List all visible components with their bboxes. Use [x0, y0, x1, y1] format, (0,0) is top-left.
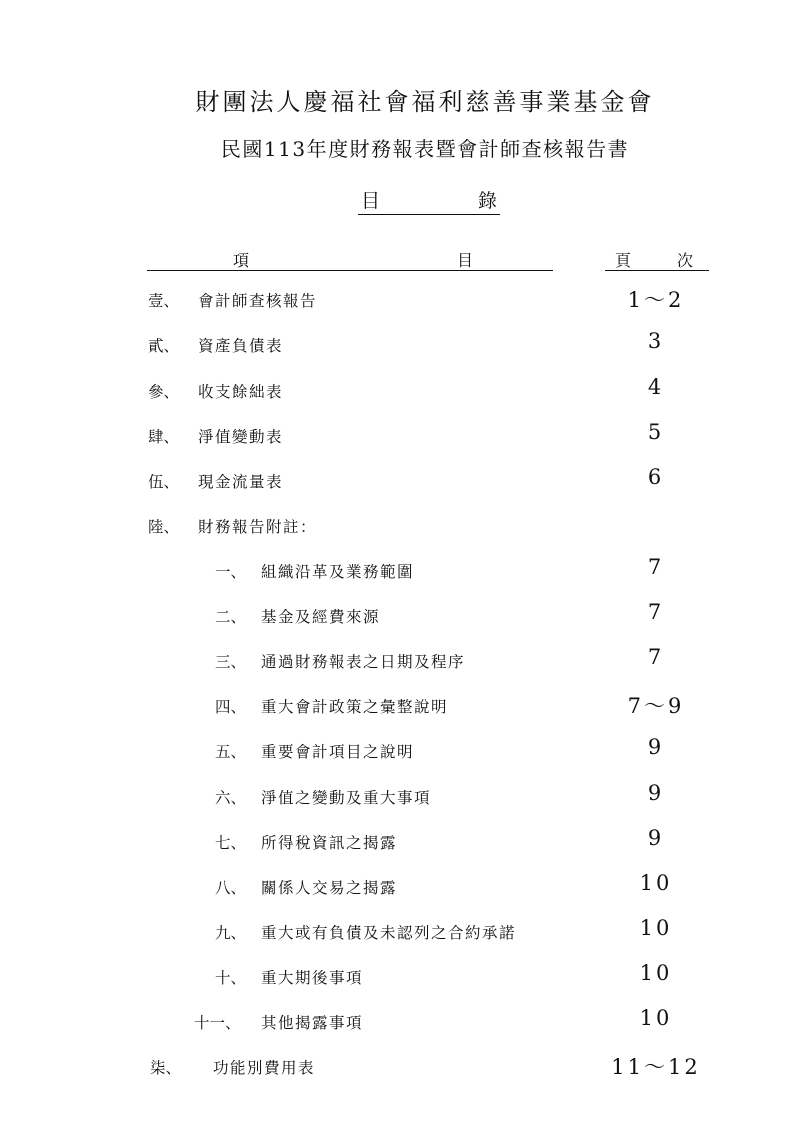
entry-page: 10 — [639, 1006, 673, 1030]
toc-subentry — [0, 1006, 800, 1034]
entry-label: 重大期後事項 — [261, 969, 364, 987]
entry-label: 會計師查核報告 — [198, 292, 318, 310]
toc-heading-left: 目 — [361, 190, 381, 212]
item-header-right: 目 — [457, 251, 474, 270]
entry-page: 9 — [647, 735, 665, 759]
entry-label: 重大會計政策之彙整說明 — [261, 698, 449, 716]
entry-page: 3 — [647, 329, 665, 353]
entry-number: 六、 — [215, 789, 247, 807]
entry-number: 肆、 — [148, 428, 180, 446]
entry-number: 九、 — [215, 924, 247, 942]
entry-label: 財務報告附註： — [198, 518, 318, 536]
entry-page: 9 — [647, 781, 665, 805]
toc-heading-right: 錄 — [477, 190, 497, 212]
toc-subentry — [0, 826, 800, 854]
item-header-left: 項 — [233, 251, 250, 270]
entry-number: 八、 — [215, 879, 247, 897]
entry-page: 7～9 — [627, 694, 685, 718]
toc-subentry — [0, 600, 800, 628]
entry-number: 十、 — [215, 969, 247, 987]
entry-label: 其他揭露事項 — [261, 1014, 364, 1032]
toc-heading — [358, 186, 500, 215]
entry-label: 收支餘絀表 — [198, 383, 284, 401]
toc-subentry — [0, 690, 800, 718]
toc-entry — [0, 1051, 800, 1079]
entry-page: 9 — [647, 826, 665, 850]
entry-label: 重大或有負債及未認列之合約承諾 — [261, 924, 517, 942]
entry-number: 陸、 — [148, 518, 180, 536]
entry-number: 十一、 — [194, 1014, 241, 1032]
toc-entry — [0, 420, 800, 448]
entry-number: 壹、 — [148, 292, 180, 310]
page-header-left: 頁 — [615, 251, 632, 270]
entry-label: 現金流量表 — [198, 473, 284, 491]
entry-page: 7 — [647, 645, 665, 669]
toc-entry — [0, 465, 800, 493]
entry-label: 資產負債表 — [198, 337, 284, 355]
toc-entry — [0, 284, 800, 312]
entry-page: 10 — [639, 961, 673, 985]
toc-entry — [0, 510, 800, 538]
entry-label: 基金及經費來源 — [261, 608, 381, 626]
entry-label: 功能別費用表 — [213, 1059, 316, 1077]
entry-number: 三、 — [215, 653, 247, 671]
report-title: 民國113年度財務報表暨會計師查核報告書 — [220, 137, 630, 161]
entry-label: 淨值之變動及重大事項 — [261, 789, 432, 807]
page-header-right: 次 — [676, 251, 693, 270]
page-column-header — [605, 248, 709, 271]
entry-page: 11～12 — [611, 1055, 701, 1079]
entry-number: 二、 — [215, 608, 247, 626]
entry-label: 通過財務報表之日期及程序 — [261, 653, 466, 671]
entry-page: 6 — [647, 465, 665, 489]
entry-number: 七、 — [215, 834, 247, 852]
toc-entry — [0, 375, 800, 403]
entry-label: 淨值變動表 — [198, 428, 284, 446]
entry-page: 1～2 — [627, 288, 685, 312]
entry-number: 伍、 — [148, 473, 180, 491]
entry-number: 參、 — [148, 383, 180, 401]
toc-entry — [0, 329, 800, 357]
entry-label: 關係人交易之揭露 — [261, 879, 398, 897]
entry-page: 10 — [639, 871, 673, 895]
toc-subentry — [0, 645, 800, 673]
toc-subentry — [0, 781, 800, 809]
entry-number: 柒、 — [150, 1059, 182, 1077]
entry-label: 重要會計項目之說明 — [261, 743, 415, 761]
entry-page: 5 — [647, 420, 665, 444]
entry-page: 7 — [647, 555, 665, 579]
entry-number: 五、 — [215, 743, 247, 761]
entry-number: 四、 — [215, 698, 247, 716]
entry-label: 所得稅資訊之揭露 — [261, 834, 398, 852]
entry-label: 組織沿革及業務範圍 — [261, 563, 415, 581]
toc-subentry — [0, 871, 800, 899]
toc-subentry — [0, 916, 800, 944]
organization-name: 財團法人慶福社會福利慈善事業基金會 — [195, 88, 655, 116]
toc-subentry — [0, 961, 800, 989]
entry-page: 7 — [647, 600, 665, 624]
entry-page: 10 — [639, 916, 673, 940]
item-column-header — [147, 248, 553, 271]
toc-subentry — [0, 735, 800, 763]
toc-subentry — [0, 555, 800, 583]
entry-page: 4 — [647, 375, 665, 399]
entry-number: 貳、 — [148, 337, 180, 355]
entry-number: 一、 — [215, 563, 247, 581]
